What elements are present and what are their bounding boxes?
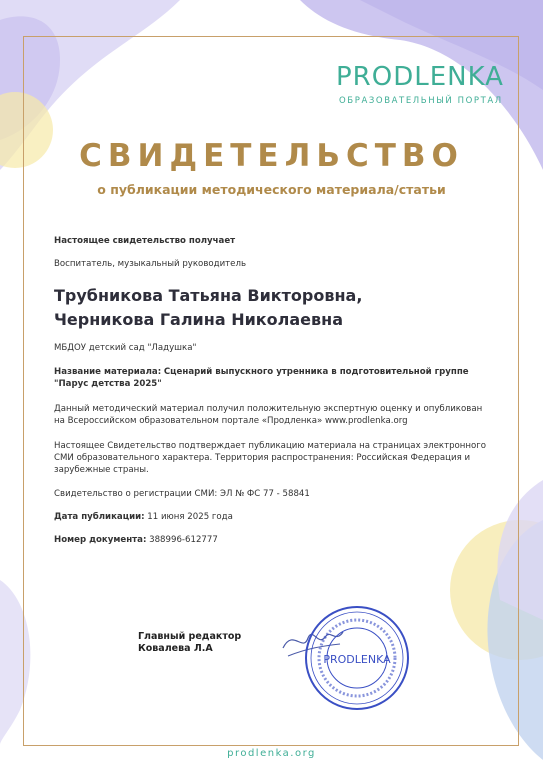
material-title-1: Сценарий выпускного утренника в подготовительной группе — [163, 367, 469, 377]
registration-text: Свидетельство о регистрации СМИ: ЭЛ № ФС 77 - 58841 — [54, 489, 310, 499]
receives-label: Настоящее свидетельство получает — [54, 236, 236, 246]
expert-text — [54, 403, 482, 427]
organization: МБДОУ детский сад "Ладушка" — [54, 343, 197, 353]
material-label: Название материала: — [54, 367, 162, 377]
recipient-name-2: Черникова Галина Николаевна — [54, 310, 343, 329]
publication-date — [54, 511, 233, 523]
material-block — [54, 366, 469, 390]
date-label: Дата публикации: — [54, 512, 145, 522]
date-value: 11 июня 2025 года — [147, 512, 233, 522]
material-title-2: "Парус детства 2025" — [54, 379, 162, 389]
expert-text-line-1: Данный методический материал получил положительную экспертную оценку и опубликован — [54, 404, 483, 414]
logo-tagline: ОБРАЗОВАТЕЛЬНЫЙ ПОРТАЛ — [339, 96, 503, 106]
confirm-text-line-1: Настоящее Свидетельство подтверждает публикацию материала на страницах электронного — [54, 441, 487, 451]
editor-role: Главный редактор — [138, 631, 242, 642]
recipient-name-1: Трубникова Татьяна Викторовна, — [54, 286, 363, 305]
recipient-names — [54, 284, 362, 332]
document-number — [54, 534, 218, 546]
confirm-text — [54, 440, 486, 476]
expert-text-line-2: на Всероссийском образовательном портале «Продленка» www.prodlenka.org — [54, 416, 408, 426]
doc-label: Номер документа: — [54, 535, 147, 545]
confirm-text-line-2: СМИ образовательного характера. Территория распространения: Российская Федерация и — [54, 453, 471, 463]
editor-signature-block — [138, 631, 241, 655]
certificate-subtitle: о публикации методического материала/статьи — [97, 182, 446, 197]
official-stamp — [303, 604, 411, 712]
prodlenka-logo: PRODLENKA — [336, 62, 504, 92]
doc-value: 388996-612777 — [149, 535, 218, 545]
stamp-text: PRODLENKA — [323, 653, 391, 666]
editor-name: Ковалева Л.А — [138, 643, 213, 654]
footer-url[interactable]: prodlenka.org — [227, 748, 316, 759]
certificate-title: СВИДЕТЕЛЬСТВО — [79, 138, 464, 174]
recipient-position: Воспитатель, музыкальный руководитель — [54, 259, 247, 269]
confirm-text-line-3: зарубежные страны. — [54, 465, 149, 475]
